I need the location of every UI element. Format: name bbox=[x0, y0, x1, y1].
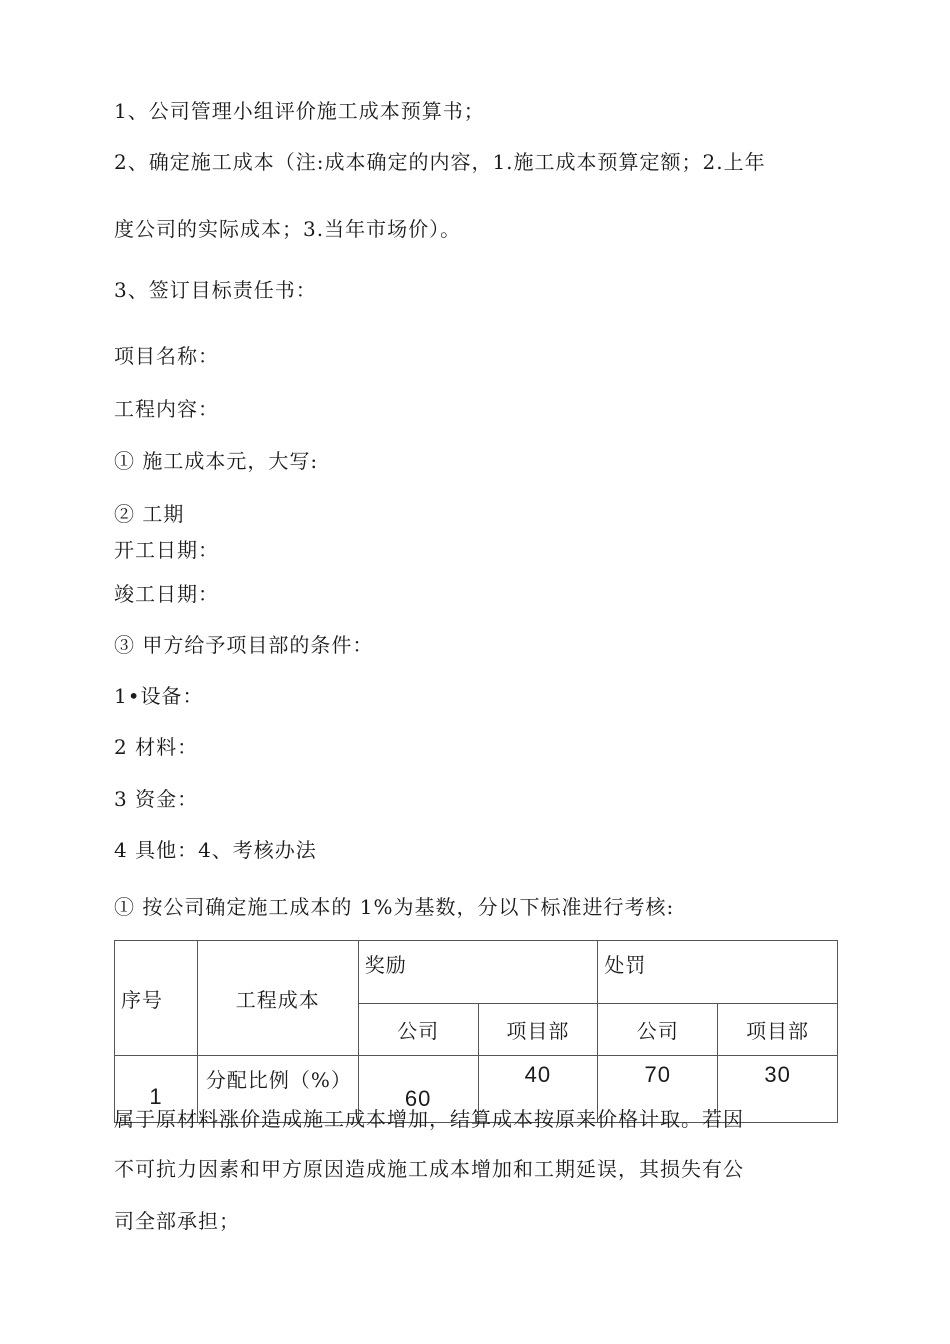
penalty-company-header: 公司 bbox=[598, 1004, 718, 1056]
table-header-row bbox=[115, 941, 838, 1004]
penalty-dept-value: 30 bbox=[718, 1056, 838, 1123]
seq-header: 序号 bbox=[115, 941, 198, 1056]
item-3-text: 3、签订目标责任书： bbox=[114, 278, 317, 302]
reward-header: 奖励 bbox=[358, 941, 598, 1004]
condition-funds: 3 资金： bbox=[114, 787, 199, 811]
reward-company-header: 公司 bbox=[358, 1004, 478, 1056]
penalty-header: 处罚 bbox=[598, 941, 838, 1004]
assessment-table bbox=[114, 940, 838, 1123]
footer-line-1: 属于原材料涨价造成施工成本增加，结算成本按原来价格计取。若因 bbox=[114, 1107, 744, 1131]
item-1-text: 1、公司管理小组评价施工成本预算书； bbox=[114, 99, 485, 123]
reward-company-value: 60 bbox=[358, 1056, 478, 1123]
cost-header: 工程成本 bbox=[197, 941, 358, 1056]
penalty-company-value: 70 bbox=[598, 1056, 718, 1123]
penalty-dept-header: 项目部 bbox=[718, 1004, 838, 1056]
item-2-continuation: 度公司的实际成本；3.当年市场价）。 bbox=[114, 217, 462, 241]
condition-other-and-item-4: 4 具他：4、考核办法 bbox=[114, 838, 317, 862]
footer-line-2: 不可抗力因素和甲方原因造成施工成本增加和工期延误，其损失有公 bbox=[114, 1157, 744, 1181]
condition-equipment: 1•设备： bbox=[114, 684, 204, 708]
assessment-basis-line: ① 按公司确定施工成本的 1%为基数，分以下标准进行考核: bbox=[114, 895, 675, 919]
project-content-label: 工程内容： bbox=[114, 397, 219, 421]
completion-date-label: 竣工日期： bbox=[114, 582, 219, 606]
reward-dept-header: 项目部 bbox=[478, 1004, 598, 1056]
condition-materials: 2 材料： bbox=[114, 735, 199, 759]
footer-line-3: 司全部承担； bbox=[114, 1209, 240, 1233]
project-name-label: 项目名称： bbox=[114, 344, 219, 368]
construction-cost-line: ① 施工成本元，大写: bbox=[114, 449, 319, 473]
start-date-label: 开工日期： bbox=[114, 538, 219, 562]
row-seq: 1 bbox=[115, 1056, 198, 1123]
item-2-text: 2、确定施工成本（注:成本确定的内容，1.施工成本预算定额；2.上年 bbox=[114, 150, 766, 174]
reward-dept-value: 40 bbox=[478, 1056, 598, 1123]
row-label: 分配比例（%） bbox=[197, 1056, 358, 1123]
duration-line: ② 工期 bbox=[114, 502, 185, 526]
party-a-conditions-line: ③ 甲方给予项目部的条件： bbox=[114, 633, 374, 657]
